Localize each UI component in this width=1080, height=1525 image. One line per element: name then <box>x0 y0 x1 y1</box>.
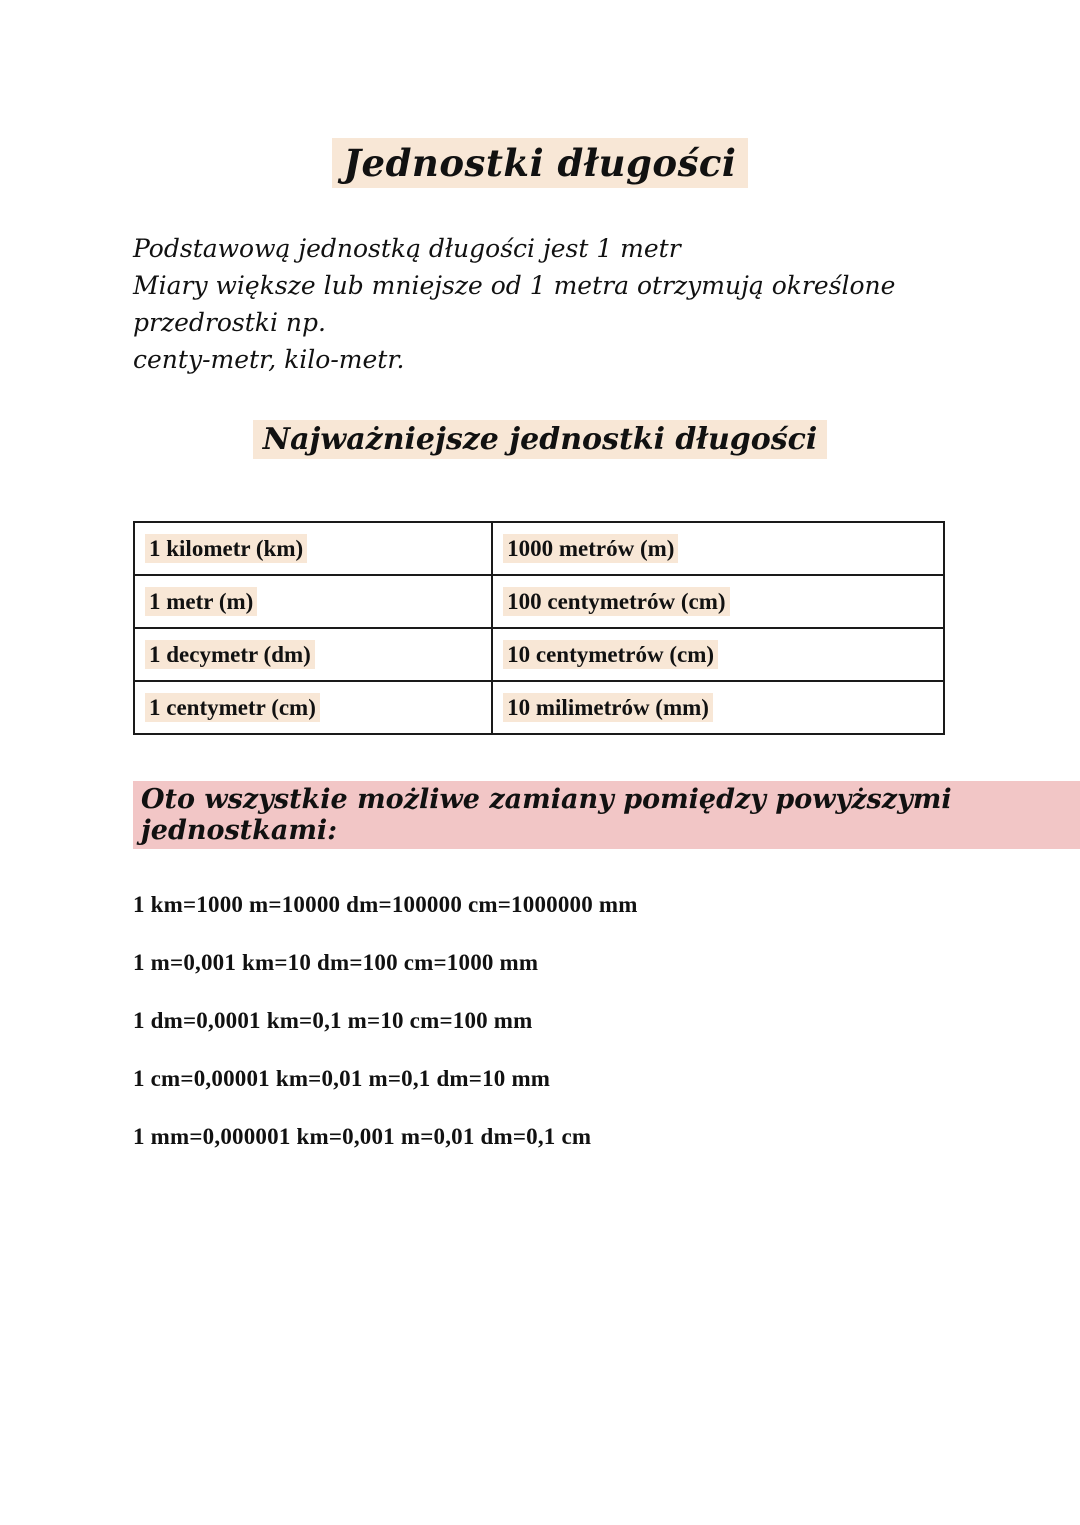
value-cell <box>492 628 944 681</box>
unit-left: 1 metr (m) <box>145 587 257 616</box>
table-row <box>134 575 944 628</box>
unit-cell <box>134 628 492 681</box>
value-cell <box>492 681 944 734</box>
conversion-line: 1 mm=0,000001 km=0,001 m=0,01 dm=0,1 cm <box>133 1124 592 1149</box>
unit-cell <box>134 575 492 628</box>
conversions-list <box>133 893 1080 1148</box>
table-row <box>134 681 944 734</box>
unit-cell <box>134 681 492 734</box>
unit-right: 10 centymetrów (cm) <box>503 640 718 669</box>
conversions-heading-row <box>133 781 1080 849</box>
subtitle-row <box>0 420 1080 459</box>
table-row <box>134 628 944 681</box>
unit-cell <box>134 522 492 575</box>
page-title: Jednostki długości <box>332 138 749 188</box>
intro-line: centy-metr, kilo-metr. <box>133 345 405 374</box>
unit-left: 1 kilometr (km) <box>145 534 307 563</box>
intro-paragraph <box>133 230 963 378</box>
intro-line: Podstawową jednostką długości jest 1 metr <box>133 234 681 263</box>
conversion-line: 1 m=0,001 km=10 dm=100 cm=1000 mm <box>133 950 539 975</box>
conversion-line: 1 km=1000 m=10000 dm=100000 cm=1000000 mm <box>133 892 638 917</box>
value-cell <box>492 522 944 575</box>
title-row <box>0 0 1080 188</box>
conversion-line: 1 cm=0,00001 km=0,01 m=0,1 dm=10 mm <box>133 1066 551 1091</box>
intro-line: Miary większe lub mniejsze od 1 metra otrzymują określone przedrostki np. <box>133 271 896 337</box>
conversions-heading: Oto wszystkie możliwe zamiany pomiędzy powyższymi jednostkami: <box>133 781 1080 849</box>
unit-left: 1 decymetr (dm) <box>145 640 315 669</box>
table-row <box>134 522 944 575</box>
conversion-line: 1 dm=0,0001 km=0,1 m=10 cm=100 mm <box>133 1008 533 1033</box>
section-subtitle: Najważniejsze jednostki długości <box>253 420 828 459</box>
unit-left: 1 centymetr (cm) <box>145 693 320 722</box>
unit-right: 10 milimetrów (mm) <box>503 693 713 722</box>
units-table <box>133 521 945 735</box>
unit-right: 100 centymetrów (cm) <box>503 587 729 616</box>
value-cell <box>492 575 944 628</box>
unit-right: 1000 metrów (m) <box>503 534 678 563</box>
